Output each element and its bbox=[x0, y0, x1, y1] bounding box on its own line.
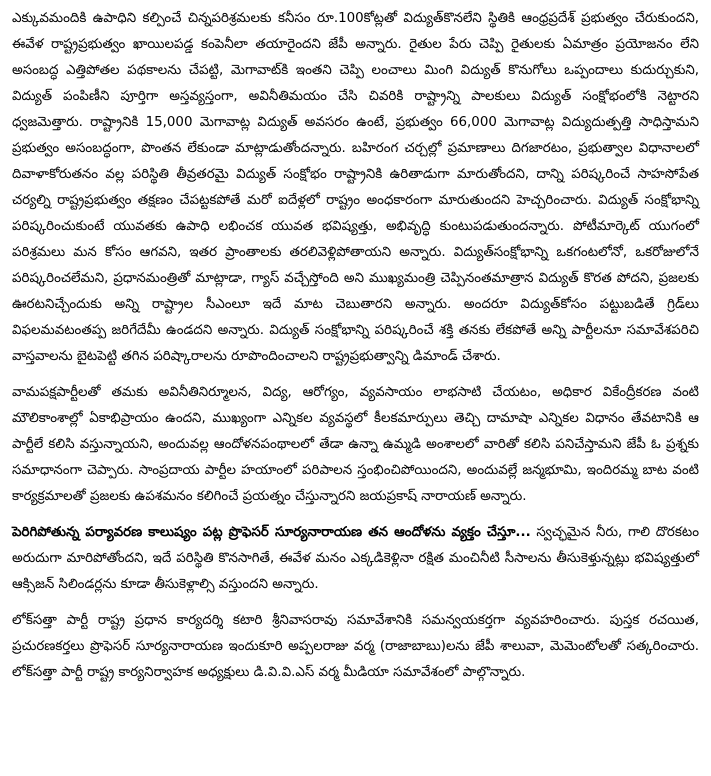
paragraph-3-body: స్వచ్ఛమైన నీరు, గాలి దొరకటం అరుదుగా మారిపోతోందని, ఇదే పరిస్థితి కొనసాగితే, ఈవేళ మనం ఎక్కడికెళ్లినా రక్షిత మంచినీటి సీసాలను తీసుకెళ్తున్నట్లు భవిష్యత్తులో ఆక్సిజన్ సిలిండర్లను కూడా తీసుకెళ్లాల్సి వస్తుందని అన్నారు. bbox=[12, 525, 699, 592]
article-paragraph-2: వామపక్షపార్టీలతో తమకు అవినీతినిర్మూలన, విద్య, ఆరోగ్యం, వ్యవసాయం లాభసాటి చేయటం, అధికార వికేంద్రీకరణ వంటి మౌలికాంశాల్లో ఏకాభిప్రాయం ఉందని, ముఖ్యంగా ఎన్నికల వ్యవస్థలో కీలకమార్పులు తెచ్చి దామాషా ఎన్నికల విధానం తేవటానికి ఆ పార్టీలే కలిసి వస్తున్నాయని, అందువల్ల ఆందోళనపంథాలలో తేడా ఉన్నా ఉమ్మడి అంశాలలో వారితో కలిసి పనిచేస్తామని జేపీ ఓ ప్రశ్నకు సమాధానంగా చెప్పారు. సాంప్రదాయ పార్టీల హయాంలో పరిపాలన స్తంభించిపోయిందని, అందువల్లే జన్మభూమి, ఇందిరమ్మ బాట వంటి కార్యక్రమాలతో ప్రజలకు ఉపశమనం కలిగించే ప్రయత్నం చేస్తున్నారని జయప్రకాష్ నారాయణ్ అన్నారు. bbox=[12, 385, 699, 504]
article-paragraph-1: ఎక్కువమందికి ఉపాధిని కల్పించే చిన్నపరిశ్రమలకు కనీసం రూ.100కోట్లతో విద్యుత్‌కొనలేని స్థితికి ఆంధ్రప్రదేశ్ ప్రభుత్వం చేరుకుందని, ఈవేళ రాష్ట్రప్రభుత్వం ఖాయిలపడ్డ కంపెనీలా తయారైందని జేపీ అన్నారు. రైతుల పేరు చెప్పి రైతులకు ఏమాత్రం ప్రయోజనం లేని అసంబద్ధ ఎత్తిపోతల పథకాలను చేపట్టి, మెగావాట్‌కి ఇంతని చెప్పి లంచాలు మింగి విద్యుత్ కొనుగోలు ఒప్పందాలు కుదుర్చుకుని, విద్యుత్ పంపిణీని పూర్తిగా అస్తవ్యస్తంగా, అవినీతిమయం చేసి చివరికి రాష్ట్రాన్ని పాలకులు విద్యుత్ సంక్షోభంలోకి నెట్టారని ధ్వజమెత్తారు. రాష్ట్రానికి 15,000 మెగావాట్ల విద్యుత్ అవసరం ఉంటే, ప్రభుత్వం 66,000 మెగావాట్ల విద్యుదుత్పత్తి సాధిస్తామని ప్రభుత్వం అసంబద్ధంగా, పొంతన లేకుండా మాట్లాడుతోందన్నారు. బహిరంగ చర్చల్లో ప్రమాణాలు దిగజారటం, ప్రభుత్వాల విధానాలలో దివాళాకోరుతనం వల్ల పరిస్థితి తీవ్రతరమై విద్యుత్ సంక్షోభం రాష్ట్రానికి ఉరితాడుగా మారుతోందని, దాన్ని పరిష్కరించే సాహసోపేత చర్యల్ని రాష్ట్రప్రభుత్వం తక్షణం చేపట్టకపోతే మరో ఐదేళ్లలో రాష్ట్రం అంధకారంగా మారుతుందని హెచ్చరించారు. విద్యుత్ సంక్షోభాన్ని పరిష్కరించుకుంటే యువతకు ఉపాధి లభించక యువత భవిష్యత్తు, అభివృద్ధి కుంటుపడుతుందన్నారు. పోటీమార్కెట్ యుగంలో పరిశ్రమలు మన కోసం ఆగవని, ఇతర ప్రాంతాలకు తరలివెళ్లిపోతాయని అన్నారు. విద్యుత్‌సంక్షోభాన్ని ఒకగంటలోనో, ఒకరోజులోనే పరిష్కరించలేమని, ప్రధానమంత్రితో మాట్లాడా, గ్యాస్ వచ్చేస్తోంది అని ముఖ్యమంత్రి చెప్పినంతమాత్రాన విద్యుత్ కొరత పోదని, ప్రజలకు ఊరటనిచ్చేందుకు అన్ని రాష్ట్రాల సీఎంలూ ఇదే మాట చెబుతారని అన్నారు. అందరూ విద్యుత్‌కోసం పట్టుబడితే గ్రిడ్‌లు విఫలమవటంతప్ప జరిగేదేమీ ఉండదని అన్నారు. విద్యుత్ సంక్షోభాన్ని పరిష్కరించే శక్తి తనకు లేకపోతే అన్ని పార్టీలనూ సమావేశపరిచి వాస్తవాలను బైటపెట్టి తగిన పరిష్కారాలను రూపొందించాలని రాష్ట్రప్రభుత్వాన్ని డిమాండ్ చేశారు. bbox=[12, 11, 699, 364]
paragraph-3-lead: పెరిగిపోతున్న పర్యావరణ కాలుష్యం పట్ల ప్రొఫెసర్ సూర్యనారాయణ తన ఆందోళను వ్యక్తం చేస్తూ... bbox=[12, 525, 531, 540]
article-paragraph-4: లోక్‌సత్తా పార్టీ రాష్ట్ర ప్రధాన కార్యదర్శి కటారి శ్రీనివాసరావు సమావేశానికి సమన్వయకర్తగా వ్యవహరించారు. పుస్తక రచయిత, ప్రచురణకర్తలు ప్రొఫెసర్ సూర్యనారాయణ ఇందుకూరి అప్పలరాజు వర్మ (రాజాబాబు)లను జేపీ శాలువా, మెమెంటోలతో సత్కరించారు. లోక్‌సత్తా పార్టీ రాష్ట్ర కార్యనిర్వాహక అధ్యక్షులు డి.వి.వి.ఎస్ వర్మ మీడియా సమావేశంలో పాల్గొన్నారు. bbox=[12, 613, 699, 680]
article-paragraph-3 bbox=[12, 520, 699, 598]
